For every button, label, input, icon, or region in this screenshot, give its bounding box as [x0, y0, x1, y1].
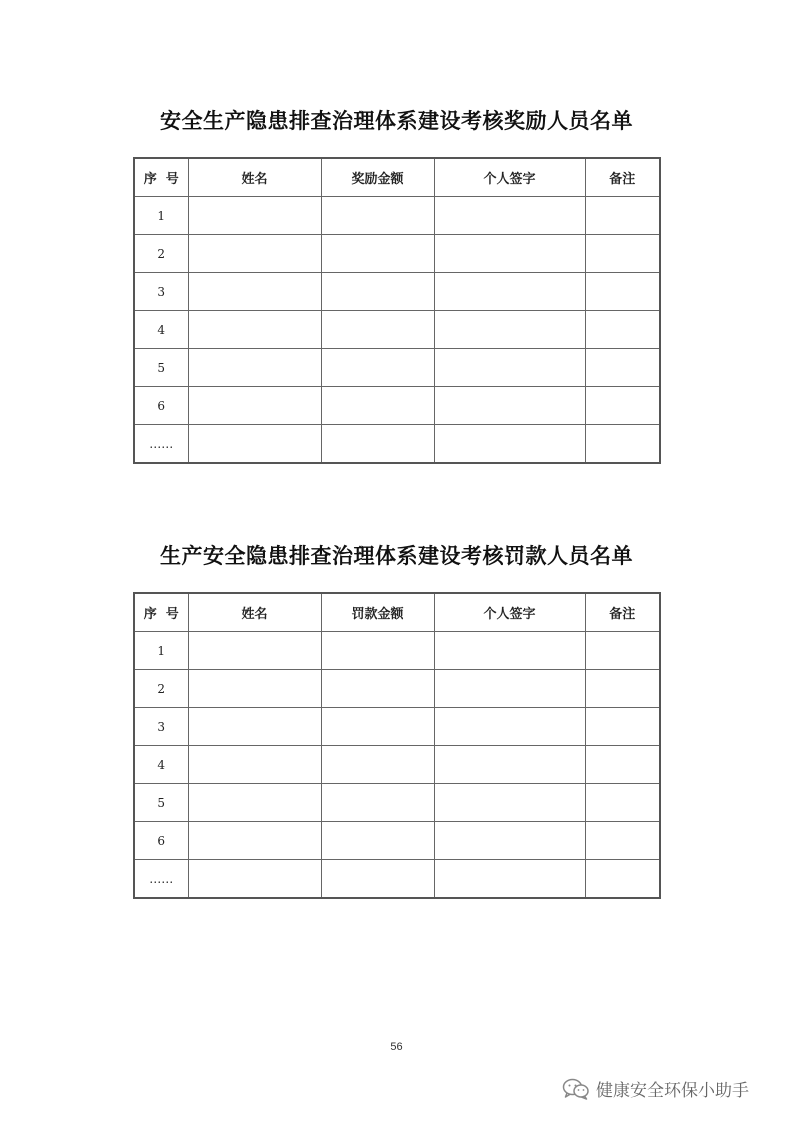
signature-cell	[434, 197, 585, 235]
remarks-cell	[585, 822, 660, 860]
table-row	[134, 311, 660, 349]
signature-cell	[434, 425, 585, 464]
name-cell	[188, 860, 321, 899]
table-row	[134, 349, 660, 387]
page-number: 56	[390, 1041, 403, 1053]
name-cell	[188, 632, 321, 670]
row-index: ……	[134, 425, 188, 464]
remarks-cell	[585, 746, 660, 784]
header-name: 姓名	[188, 593, 321, 632]
amount-cell	[321, 235, 434, 273]
remarks-cell	[585, 235, 660, 273]
table-row	[134, 235, 660, 273]
header-reward-amount: 奖励金额	[321, 158, 434, 197]
header-remarks: 备注	[585, 158, 660, 197]
header-name: 姓名	[188, 158, 321, 197]
row-index: 4	[134, 746, 188, 784]
row-index: 1	[134, 197, 188, 235]
signature-cell	[434, 670, 585, 708]
table-row	[134, 273, 660, 311]
penalty-table	[133, 592, 661, 899]
watermark-text: 健康安全环保小助手	[596, 1081, 749, 1101]
signature-cell	[434, 387, 585, 425]
amount-cell	[321, 273, 434, 311]
header-serial-number: 序 号	[134, 158, 188, 197]
name-cell	[188, 746, 321, 784]
row-index: 6	[134, 387, 188, 425]
remarks-cell	[585, 425, 660, 464]
amount-cell	[321, 632, 434, 670]
amount-cell	[321, 349, 434, 387]
signature-cell	[434, 273, 585, 311]
amount-cell	[321, 387, 434, 425]
row-index: 4	[134, 311, 188, 349]
table-row	[134, 425, 660, 464]
remarks-cell	[585, 311, 660, 349]
penalty-list-title: 生产安全隐患排查治理体系建设考核罚款人员名单	[160, 544, 633, 568]
table-row	[134, 632, 660, 670]
name-cell	[188, 387, 321, 425]
header-signature: 个人签字	[434, 158, 585, 197]
name-cell	[188, 311, 321, 349]
remarks-cell	[585, 273, 660, 311]
remarks-cell	[585, 387, 660, 425]
table-row	[134, 387, 660, 425]
amount-cell	[321, 708, 434, 746]
amount-cell	[321, 822, 434, 860]
amount-cell	[321, 784, 434, 822]
remarks-cell	[585, 197, 660, 235]
remarks-cell	[585, 349, 660, 387]
remarks-cell	[585, 670, 660, 708]
table-row	[134, 784, 660, 822]
signature-cell	[434, 235, 585, 273]
table-row	[134, 860, 660, 899]
reward-list-title: 安全生产隐患排查治理体系建设考核奖励人员名单	[160, 109, 633, 133]
signature-cell	[434, 860, 585, 899]
header-penalty-amount: 罚款金额	[321, 593, 434, 632]
signature-cell	[434, 822, 585, 860]
name-cell	[188, 349, 321, 387]
signature-cell	[434, 746, 585, 784]
amount-cell	[321, 425, 434, 464]
wechat-icon	[562, 1078, 590, 1100]
reward-table	[133, 157, 661, 464]
table-header-row	[134, 158, 660, 197]
table-row	[134, 197, 660, 235]
remarks-cell	[585, 860, 660, 899]
row-index: ……	[134, 860, 188, 899]
name-cell	[188, 822, 321, 860]
table-row	[134, 822, 660, 860]
table-row	[134, 708, 660, 746]
name-cell	[188, 784, 321, 822]
signature-cell	[434, 784, 585, 822]
table-row	[134, 670, 660, 708]
name-cell	[188, 273, 321, 311]
row-index: 5	[134, 784, 188, 822]
header-serial-number: 序 号	[134, 593, 188, 632]
signature-cell	[434, 349, 585, 387]
amount-cell	[321, 311, 434, 349]
table-row	[134, 746, 660, 784]
name-cell	[188, 670, 321, 708]
row-index: 3	[134, 708, 188, 746]
header-signature: 个人签字	[434, 593, 585, 632]
row-index: 2	[134, 235, 188, 273]
row-index: 6	[134, 822, 188, 860]
header-remarks: 备注	[585, 593, 660, 632]
table-header-row	[134, 593, 660, 632]
amount-cell	[321, 197, 434, 235]
row-index: 2	[134, 670, 188, 708]
row-index: 3	[134, 273, 188, 311]
amount-cell	[321, 860, 434, 899]
signature-cell	[434, 311, 585, 349]
remarks-cell	[585, 708, 660, 746]
name-cell	[188, 425, 321, 464]
remarks-cell	[585, 632, 660, 670]
amount-cell	[321, 670, 434, 708]
row-index: 5	[134, 349, 188, 387]
remarks-cell	[585, 784, 660, 822]
watermark	[562, 1076, 749, 1101]
name-cell	[188, 235, 321, 273]
signature-cell	[434, 708, 585, 746]
name-cell	[188, 708, 321, 746]
row-index: 1	[134, 632, 188, 670]
signature-cell	[434, 632, 585, 670]
name-cell	[188, 197, 321, 235]
amount-cell	[321, 746, 434, 784]
